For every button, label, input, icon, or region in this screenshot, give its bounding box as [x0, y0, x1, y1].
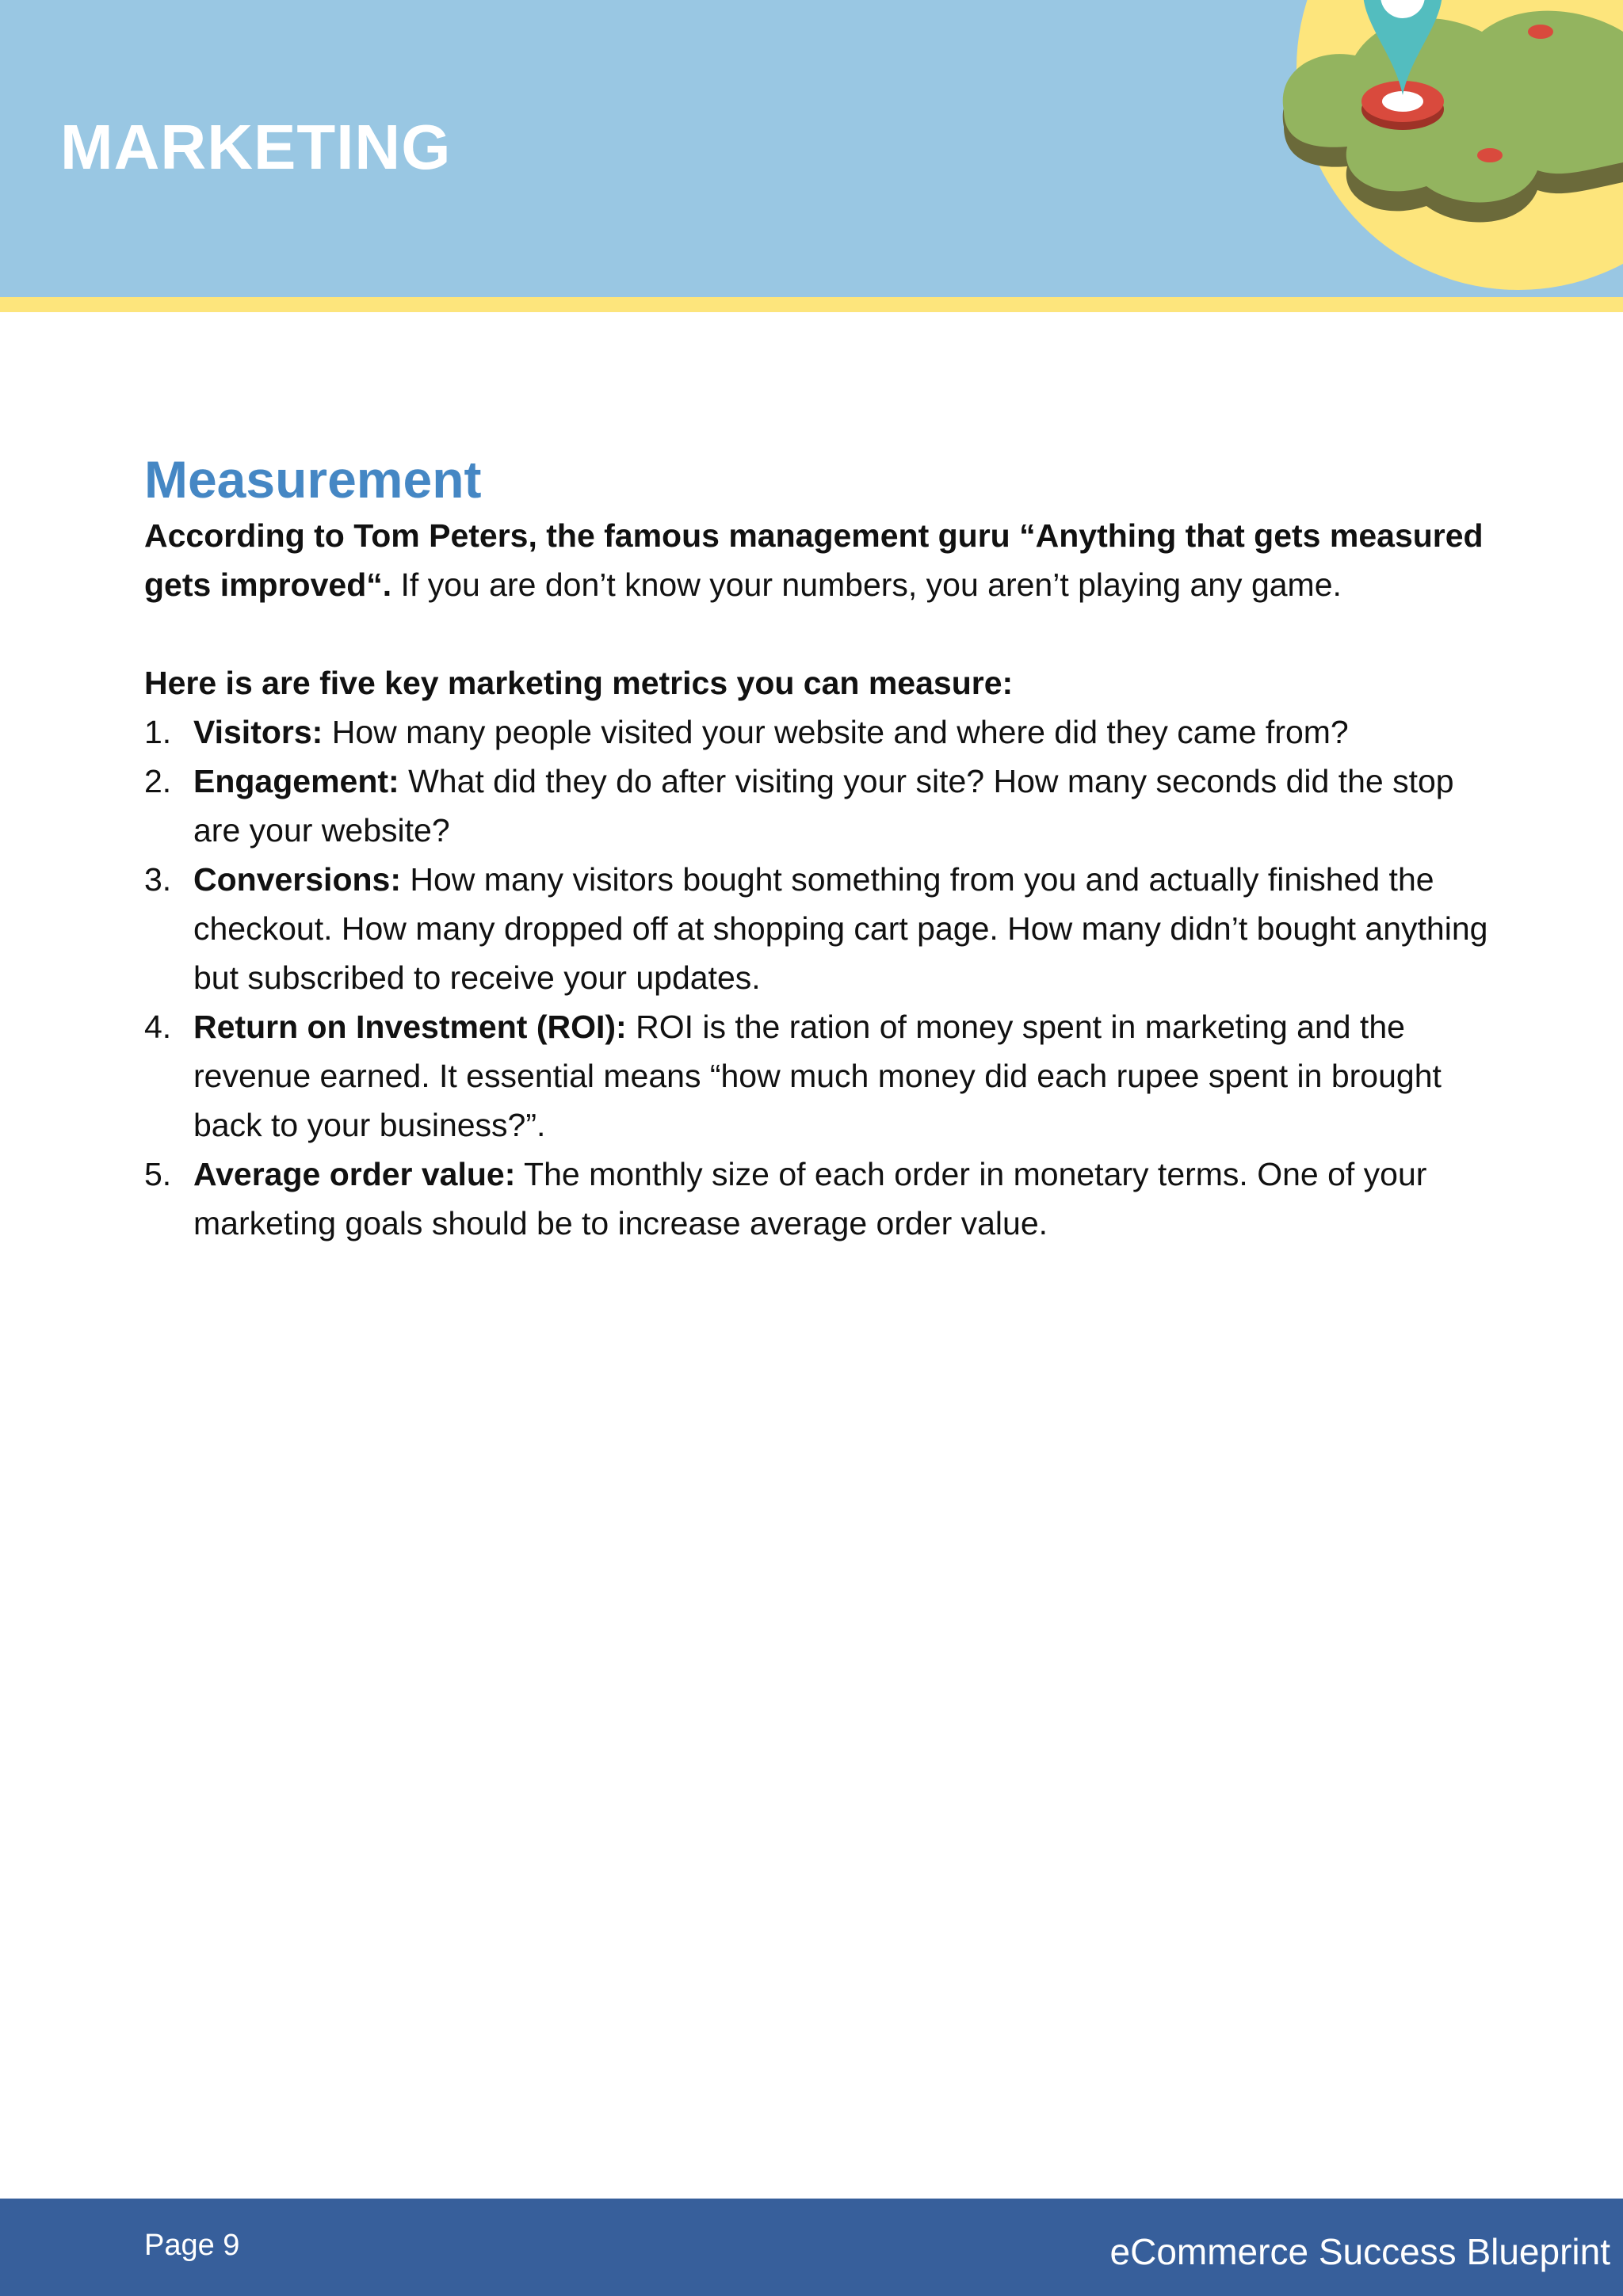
metrics-list [144, 707, 1491, 1248]
header-stripe [0, 297, 1623, 312]
list-item [144, 1150, 1491, 1248]
list-item [144, 855, 1491, 1002]
list-item [144, 757, 1491, 855]
map-location-pin-icon [1220, 0, 1623, 297]
intro-text: If you are don’t know your numbers, you aren’t playing any game. [391, 566, 1342, 603]
intro-paragraph [144, 511, 1491, 609]
page-header [0, 0, 1623, 297]
metric-term: Return on Investment (ROI): [193, 1009, 627, 1045]
metric-text: The monthly size of each order in monetary terms. One of your marketing goals should be to increase average order value. [193, 1156, 1427, 1241]
metric-text: ROI is the ration of money spent in marketing and the revenue earned. It essential means “how much money did each rupee spent in brought back to your business?”. [193, 1009, 1442, 1143]
metric-term: Conversions: [193, 861, 401, 898]
list-number: 5. [144, 1156, 172, 1192]
list-number: 3. [144, 861, 172, 898]
intro-quote: According to Tom Peters, the famous management guru “Anything that gets measured gets improved“. [144, 517, 1484, 603]
footer-brand: eCommerce Success Blueprint [1109, 2231, 1610, 2272]
metric-text: How many visitors bought something from you and actually finished the checkout. How many dropped off at shopping cart page. How many didn’t bought anything but subscribed to receive your updates. [193, 861, 1488, 996]
metric-term: Visitors: [193, 714, 323, 750]
metric-text: How many people visited your website and where did they came from? [323, 714, 1349, 750]
list-item [144, 707, 1491, 757]
section-title: MARKETING [60, 112, 452, 182]
metric-term: Engagement: [193, 763, 399, 799]
list-item [144, 1002, 1491, 1150]
metric-text: What did they do after visiting your site? How many seconds did the stop are your website? [193, 763, 1454, 849]
page-footer [0, 2199, 1623, 2296]
main-content [144, 448, 1491, 1248]
section-heading: Measurement [144, 450, 482, 509]
list-intro: Here is are five key marketing metrics you can measure: [144, 665, 1014, 701]
metric-term: Average order value: [193, 1156, 516, 1192]
page-number: Page 9 [144, 2229, 240, 2262]
list-number: 1. [144, 714, 172, 750]
list-number: 2. [144, 763, 172, 799]
list-number: 4. [144, 1009, 172, 1045]
